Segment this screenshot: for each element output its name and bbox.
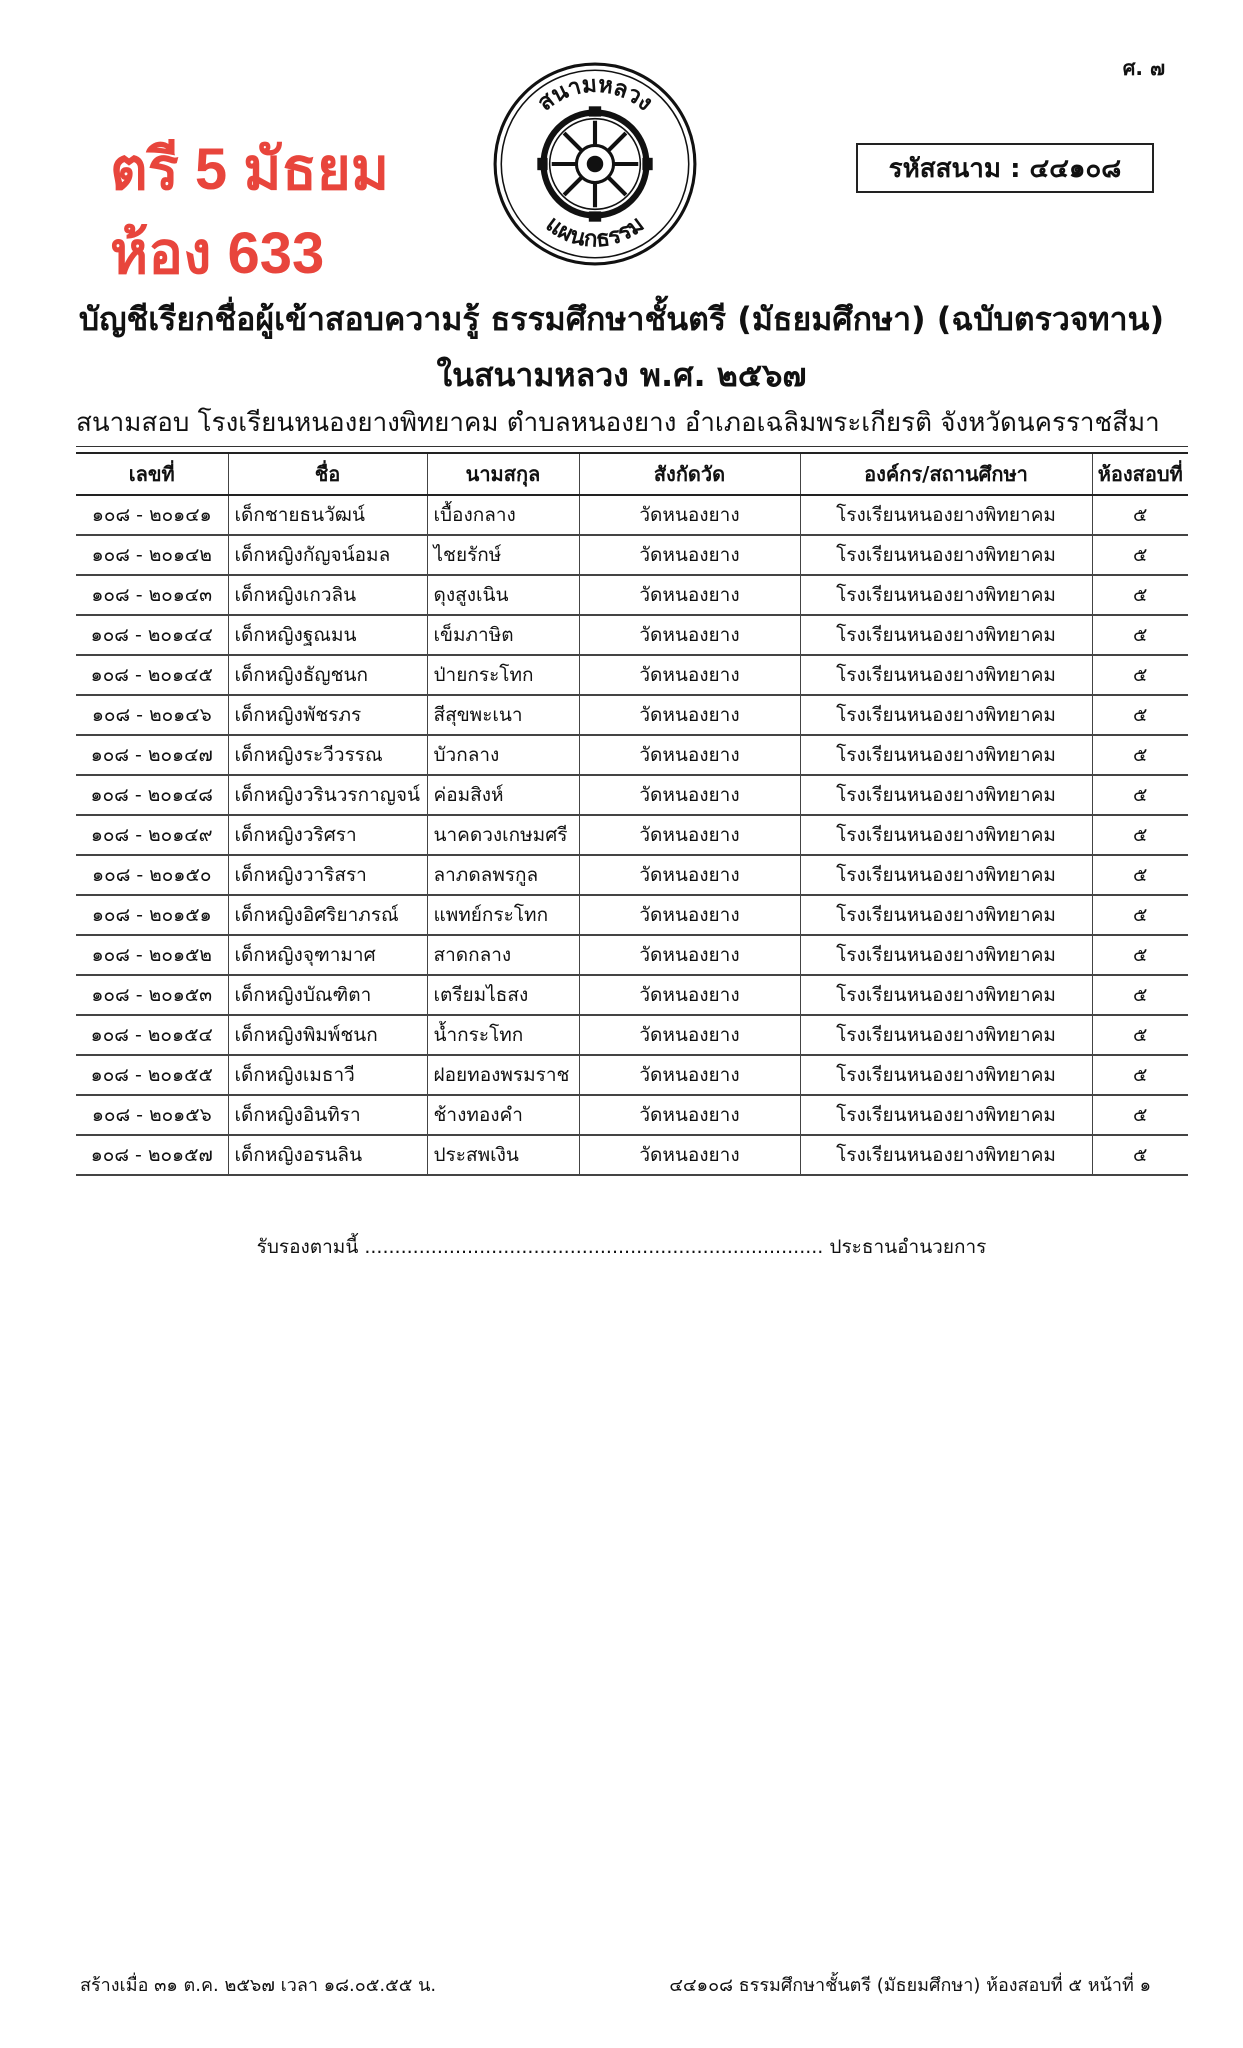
cell-number: ๑๐๘ - ๒๐๑๕๕: [76, 1055, 228, 1095]
cell-exam-room: ๕: [1092, 1055, 1188, 1095]
table-row: [76, 1055, 1188, 1095]
cell-organization: โรงเรียนหนองยางพิทยาคม: [800, 1055, 1092, 1095]
cell-surname: ป่ายกระโทก: [427, 655, 579, 695]
cell-name: เด็กหญิงฐณมน: [228, 615, 427, 655]
cell-temple: วัดหนองยาง: [579, 1055, 800, 1095]
cell-temple: วัดหนองยาง: [579, 1135, 800, 1175]
cell-number: ๑๐๘ - ๒๐๑๕๖: [76, 1095, 228, 1135]
header-exam-room: ห้องสอบที่: [1092, 453, 1188, 495]
cell-name: เด็กชายธนวัฒน์: [228, 495, 427, 535]
cell-surname: ลาภดลพรกูล: [427, 855, 579, 895]
document-title: บัญชีเรียกชื่อผู้เข้าสอบความรู้ ธรรมศึกษาชั้นตรี (มัธยมศึกษา) (ฉบับตรวจทาน): [78, 300, 1165, 338]
cell-organization: โรงเรียนหนองยางพิทยาคม: [800, 815, 1092, 855]
handwritten-note: [110, 128, 389, 296]
cell-exam-room: ๕: [1092, 1135, 1188, 1175]
cell-name: เด็กหญิงอรนลิน: [228, 1135, 427, 1175]
cell-exam-room: ๕: [1092, 895, 1188, 935]
table-row: [76, 615, 1188, 655]
cell-name: เด็กหญิงพัชรภร: [228, 695, 427, 735]
cell-surname: น้ำกระโทก: [427, 1015, 579, 1055]
cell-temple: วัดหนองยาง: [579, 1095, 800, 1135]
cell-surname: สีสุขพะเนา: [427, 695, 579, 735]
cell-name: เด็กหญิงบัณฑิตา: [228, 975, 427, 1015]
cell-temple: วัดหนองยาง: [579, 1015, 800, 1055]
cell-organization: โรงเรียนหนองยางพิทยาคม: [800, 935, 1092, 975]
cell-surname: ดุงสูงเนิน: [427, 575, 579, 615]
cell-temple: วัดหนองยาง: [579, 655, 800, 695]
cell-temple: วัดหนองยาง: [579, 855, 800, 895]
cell-exam-room: ๕: [1092, 815, 1188, 855]
table-row: [76, 1095, 1188, 1135]
header-organization: องค์กร/สถานศึกษา: [800, 453, 1092, 495]
candidate-table: [76, 452, 1188, 1176]
cell-organization: โรงเรียนหนองยางพิทยาคม: [800, 495, 1092, 535]
cell-organization: โรงเรียนหนองยางพิทยาคม: [800, 1095, 1092, 1135]
cell-temple: วัดหนองยาง: [579, 615, 800, 655]
logo-top-text: สนามหลวง: [532, 71, 658, 117]
cell-number: ๑๐๘ - ๒๐๑๔๘: [76, 775, 228, 815]
cell-exam-room: ๕: [1092, 535, 1188, 575]
note-line-1: ตรี 5 มัธยม: [110, 137, 390, 202]
cell-name: เด็กหญิงจุฑามาศ: [228, 935, 427, 975]
cell-name: เด็กหญิงเมธาวี: [228, 1055, 427, 1095]
cell-organization: โรงเรียนหนองยางพิทยาคม: [800, 695, 1092, 735]
header-surname: นามสกุล: [427, 453, 579, 495]
cell-surname: เบื้องกลาง: [427, 495, 579, 535]
cell-organization: โรงเรียนหนองยางพิทยาคม: [800, 895, 1092, 935]
cell-surname: ค่อมสิงห์: [427, 775, 579, 815]
cell-number: ๑๐๘ - ๒๐๑๕๓: [76, 975, 228, 1015]
cell-exam-room: ๕: [1092, 775, 1188, 815]
cell-number: ๑๐๘ - ๒๐๑๔๓: [76, 575, 228, 615]
table-body: [76, 495, 1188, 1175]
cell-temple: วัดหนองยาง: [579, 575, 800, 615]
cell-temple: วัดหนองยาง: [579, 735, 800, 775]
table-row: [76, 815, 1188, 855]
cell-number: ๑๐๘ - ๒๐๑๔๖: [76, 695, 228, 735]
cell-number: ๑๐๘ - ๒๐๑๔๙: [76, 815, 228, 855]
cell-number: ๑๐๘ - ๒๐๑๔๗: [76, 735, 228, 775]
cell-number: ๑๐๘ - ๒๐๑๕๒: [76, 935, 228, 975]
cell-organization: โรงเรียนหนองยางพิทยาคม: [800, 855, 1092, 895]
cell-surname: ประสพเงิน: [427, 1135, 579, 1175]
cell-temple: วัดหนองยาง: [579, 975, 800, 1015]
cell-temple: วัดหนองยาง: [579, 535, 800, 575]
cell-exam-room: ๕: [1092, 935, 1188, 975]
cell-exam-room: ๕: [1092, 1015, 1188, 1055]
cell-surname: ไชยรักษ์: [427, 535, 579, 575]
cell-exam-room: ๕: [1092, 495, 1188, 535]
cell-name: เด็กหญิงระวีวรรณ: [228, 735, 427, 775]
table-row: [76, 935, 1188, 975]
cell-number: ๑๐๘ - ๒๐๑๕๑: [76, 895, 228, 935]
cell-number: ๑๐๘ - ๒๐๑๔๕: [76, 655, 228, 695]
cell-surname: นาคดวงเกษมศรี: [427, 815, 579, 855]
cell-number: ๑๐๘ - ๒๐๑๕๐: [76, 855, 228, 895]
table-row: [76, 775, 1188, 815]
cell-surname: แพทย์กระโทก: [427, 895, 579, 935]
cell-number: ๑๐๘ - ๒๐๑๕๗: [76, 1135, 228, 1175]
logo-bottom-text: แผนกธรรม: [540, 211, 650, 253]
cell-organization: โรงเรียนหนองยางพิทยาคม: [800, 535, 1092, 575]
cell-temple: วัดหนองยาง: [579, 695, 800, 735]
cell-organization: โรงเรียนหนองยางพิทยาคม: [800, 1015, 1092, 1055]
cell-organization: โรงเรียนหนองยางพิทยาคม: [800, 655, 1092, 695]
cell-exam-room: ๕: [1092, 575, 1188, 615]
cell-name: เด็กหญิงเกวลิน: [228, 575, 427, 615]
cell-number: ๑๐๘ - ๒๐๑๕๔: [76, 1015, 228, 1055]
certification-line: รับรองตามนี้ ............................................................................ ประธานอำนวยการ: [256, 1236, 987, 1258]
cell-name: เด็กหญิงธัญชนก: [228, 655, 427, 695]
field-code-box: รหัสสนาม : ๔๔๑๐๘: [856, 143, 1154, 193]
table-row: [76, 855, 1188, 895]
cell-exam-room: ๕: [1092, 615, 1188, 655]
cell-surname: ช้างทองคำ: [427, 1095, 579, 1135]
footer-created: สร้างเมื่อ ๓๑ ต.ค. ๒๕๖๗ เวลา ๑๘.๐๕.๕๕ น.: [80, 1975, 437, 1996]
cell-number: ๑๐๘ - ๒๐๑๔๒: [76, 535, 228, 575]
header-number: เลขที่: [76, 453, 228, 495]
cell-name: เด็กหญิงกัญจน์อมล: [228, 535, 427, 575]
cell-name: เด็กหญิงวริศรา: [228, 815, 427, 855]
document-subtitle: ในสนามหลวง พ.ศ. ๒๕๖๗: [436, 356, 807, 394]
cell-number: ๑๐๘ - ๒๐๑๔๑: [76, 495, 228, 535]
header-temple: สังกัดวัด: [579, 453, 800, 495]
cell-organization: โรงเรียนหนองยางพิทยาคม: [800, 575, 1092, 615]
cell-surname: สาดกลาง: [427, 935, 579, 975]
cell-exam-room: ๕: [1092, 1095, 1188, 1135]
table-row: [76, 895, 1188, 935]
cell-temple: วัดหนองยาง: [579, 815, 800, 855]
table-row: [76, 535, 1188, 575]
table-row: [76, 1135, 1188, 1175]
table-row: [76, 575, 1188, 615]
cell-surname: เข็มภาษิต: [427, 615, 579, 655]
footer-page-info: ๔๔๑๐๘ ธรรมศึกษาชั้นตรี (มัธยมศึกษา) ห้องสอบที่ ๕ หน้าที่ ๑: [669, 1975, 1151, 1996]
cell-exam-room: ๕: [1092, 655, 1188, 695]
table-row: [76, 735, 1188, 775]
form-code: ศ. ๗: [1122, 56, 1165, 80]
header-name: ชื่อ: [228, 453, 427, 495]
cell-organization: โรงเรียนหนองยางพิทยาคม: [800, 735, 1092, 775]
cell-number: ๑๐๘ - ๒๐๑๔๔: [76, 615, 228, 655]
cell-exam-room: ๕: [1092, 975, 1188, 1015]
cell-organization: โรงเรียนหนองยางพิทยาคม: [800, 775, 1092, 815]
cell-exam-room: ๕: [1092, 855, 1188, 895]
divider: [76, 446, 1188, 447]
cell-name: เด็กหญิงพิมพ์ชนก: [228, 1015, 427, 1055]
table-row: [76, 655, 1188, 695]
cell-exam-room: ๕: [1092, 735, 1188, 775]
dharma-wheel-icon: [537, 106, 652, 221]
note-line-2: ห้อง 633: [110, 221, 325, 286]
table-row: [76, 695, 1188, 735]
table-row: [76, 495, 1188, 535]
cell-organization: โรงเรียนหนองยางพิทยาคม: [800, 1135, 1092, 1175]
cell-name: เด็กหญิงอิศริยาภรณ์: [228, 895, 427, 935]
cell-name: เด็กหญิงอินทิรา: [228, 1095, 427, 1135]
cell-surname: ฝอยทองพรมราช: [427, 1055, 579, 1095]
cell-name: เด็กหญิงวาริสรา: [228, 855, 427, 895]
cell-surname: บัวกลาง: [427, 735, 579, 775]
cell-organization: โรงเรียนหนองยางพิทยาคม: [800, 975, 1092, 1015]
table-row: [76, 975, 1188, 1015]
dharma-wheel-seal-logo: [492, 60, 698, 268]
cell-exam-room: ๕: [1092, 695, 1188, 735]
cell-name: เด็กหญิงวรินวรกาญจน์: [228, 775, 427, 815]
table-row: [76, 1015, 1188, 1055]
cell-temple: วัดหนองยาง: [579, 935, 800, 975]
cell-organization: โรงเรียนหนองยางพิทยาคม: [800, 615, 1092, 655]
exam-venue: สนามสอบ โรงเรียนหนองยางพิทยาคม ตำบลหนองยาง อำเภอเฉลิมพระเกียรติ จังหวัดนครราชสีมา: [76, 408, 1160, 438]
cell-temple: วัดหนองยาง: [579, 495, 800, 535]
cell-surname: เตรียมไธสง: [427, 975, 579, 1015]
cell-temple: วัดหนองยาง: [579, 775, 800, 815]
cell-temple: วัดหนองยาง: [579, 895, 800, 935]
table-header-row: [76, 453, 1188, 495]
